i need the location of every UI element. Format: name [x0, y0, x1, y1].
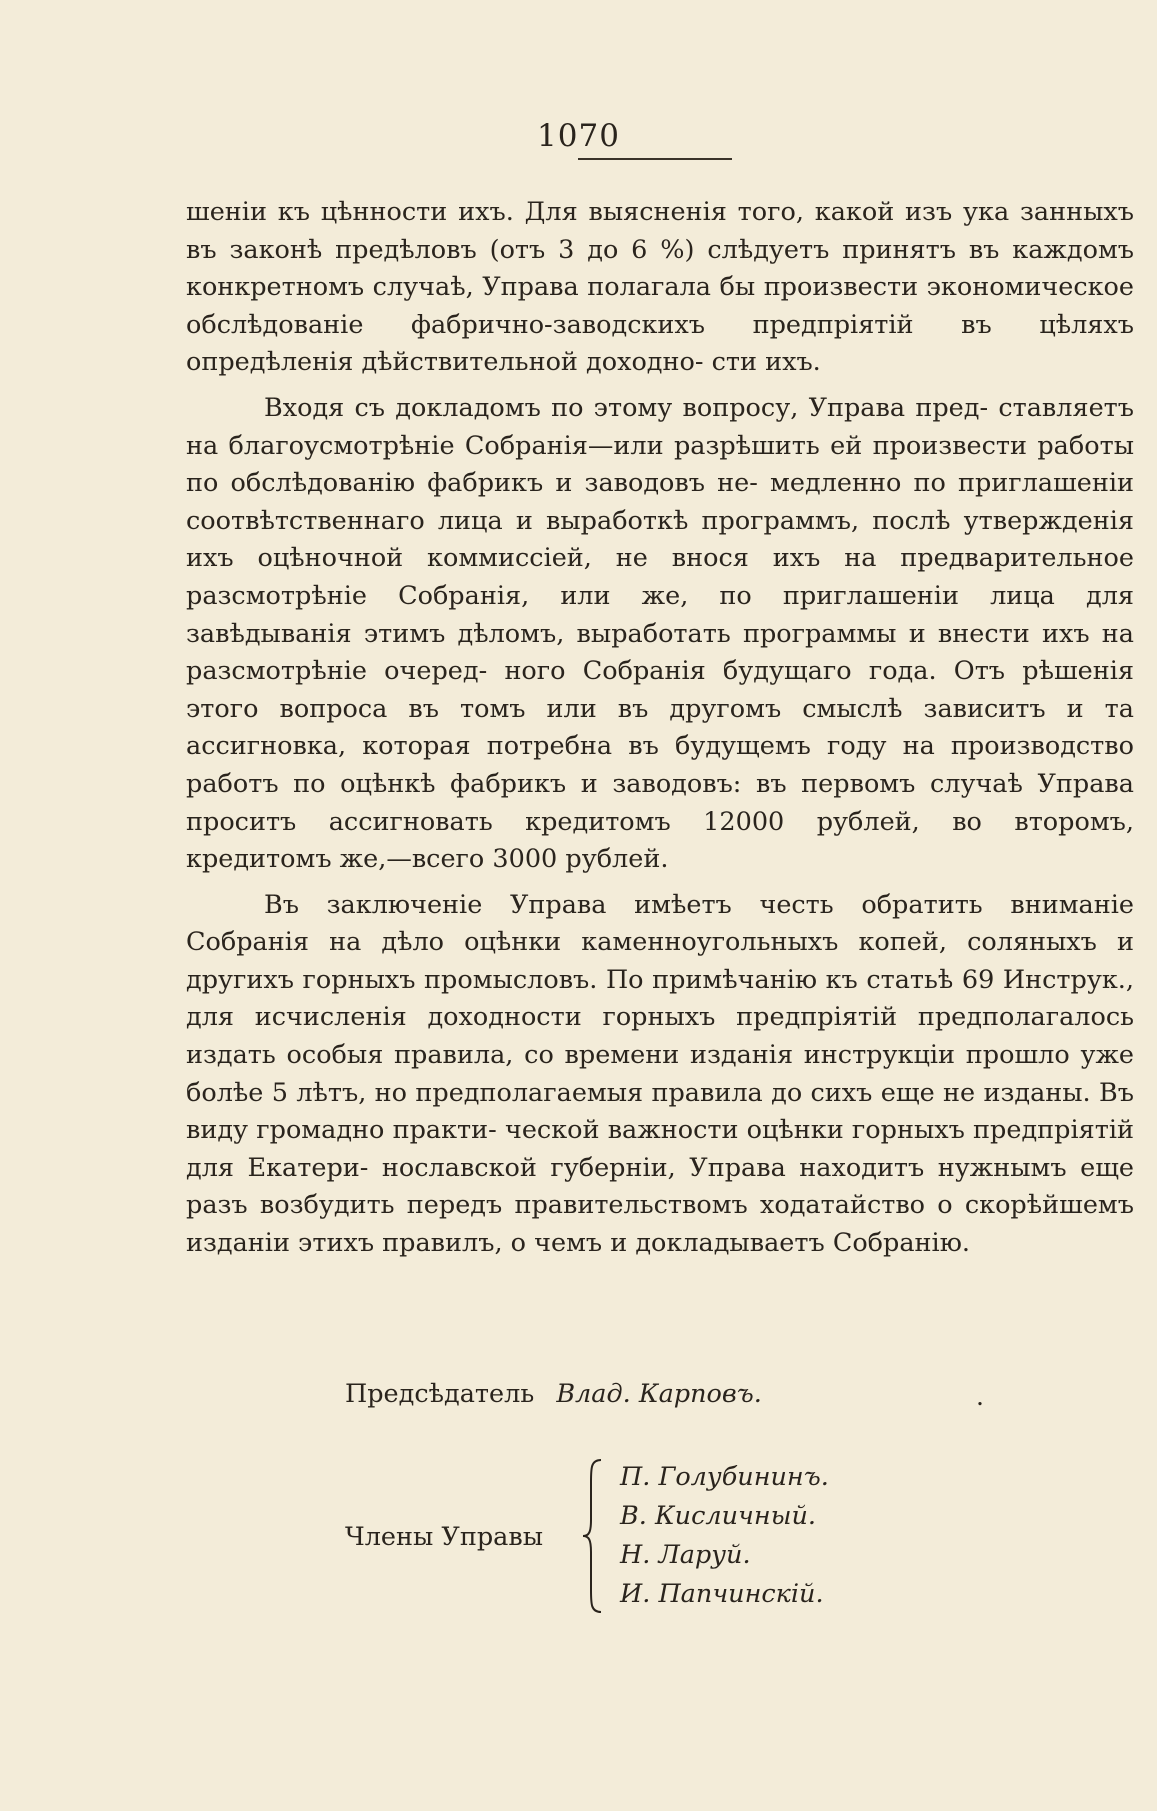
curly-brace-icon [581, 1458, 603, 1614]
member-name: Н. Ларуй. [620, 1540, 751, 1570]
body-text [186, 194, 1134, 1271]
page-number: 1070 [537, 118, 620, 154]
stray-dot: . [976, 1382, 984, 1411]
members-list [620, 1458, 829, 1614]
page-number-rule [578, 158, 732, 160]
members-signatures [345, 1458, 985, 1618]
chair-title: Предсѣдатель [345, 1379, 535, 1409]
member-name: В. Кисличный. [620, 1501, 817, 1531]
chair-name: Влад. Карповъ. [556, 1379, 762, 1409]
chair-signature [345, 1375, 762, 1413]
paragraph-continuation: шеніи къ цѣнности ихъ. Для выясненія того, какой изъ ука занныхъ въ законѣ предѣловъ (отъ 3 до 6 %) слѣдуетъ принятъ въ каждомъ конкретномъ случаѣ, Управа полагала бы произвести экономическое обслѣдованіе фабрично-заводскихъ предпріятій въ цѣляхъ опредѣленія дѣйствительной доходно- сти ихъ. [186, 197, 1134, 378]
member-name: И. Папчинскій. [620, 1579, 824, 1609]
members-label: Члены Управы [345, 1522, 543, 1552]
paragraph-conclusion: Въ заключеніе Управа имѣетъ честь обратить вниманіе Собранія на дѣло оцѣнки каменноугольныхъ копей, соляныхъ и другихъ горныхъ промысловъ. По примѣчанію къ статьѣ 69 Инструк., для исчисленія доходности горныхъ предпріятій предполагалось издать особыя правила, со времени изданія инструкціи прошло уже болѣе 5 лѣтъ, но предполагаемыя правила до сихъ еще не изданы. Въ виду громадно практи- ческой важности оцѣнки горныхъ предпріятій для Екатери- нославской губерніи, Управа находитъ нужнымъ еще разъ возбудить передъ правительствомъ ходатайство о скорѣйшемъ изданіи этихъ правилъ, о чемъ и докладываетъ Собранію. [186, 889, 1134, 1259]
member-name: П. Голубининъ. [620, 1462, 829, 1492]
paragraph-proposal: Входя съ докладомъ по этому вопросу, Управа пред- ставляетъ на благоусмотрѣніе Собранія—или разрѣшить ей произвести работы по обслѣдованію фабрикъ и заводовъ не- медленно по приглашеніи соотвѣтственнаго лица и выработкѣ программъ, послѣ утвержденія ихъ оцѣночной коммиссіей, не внося ихъ на предварительное разсмотрѣніе Собранія, или же, по приглашеніи лица для завѣдыванія этимъ дѣломъ, выработать программы и внести ихъ на разсмотрѣніе очеред- ного Собранія будущаго года. Отъ рѣшенія этого вопроса въ томъ или въ другомъ смыслѣ зависитъ и та ассигновка, которая потребна въ будущемъ году на производство работъ по оцѣнкѣ фабрикъ и заводовъ: въ первомъ случаѣ Управа проситъ ассигновать кредитомъ 12000 рублей, во второмъ, кредитомъ же,—всего 3000 рублей. [186, 392, 1134, 875]
